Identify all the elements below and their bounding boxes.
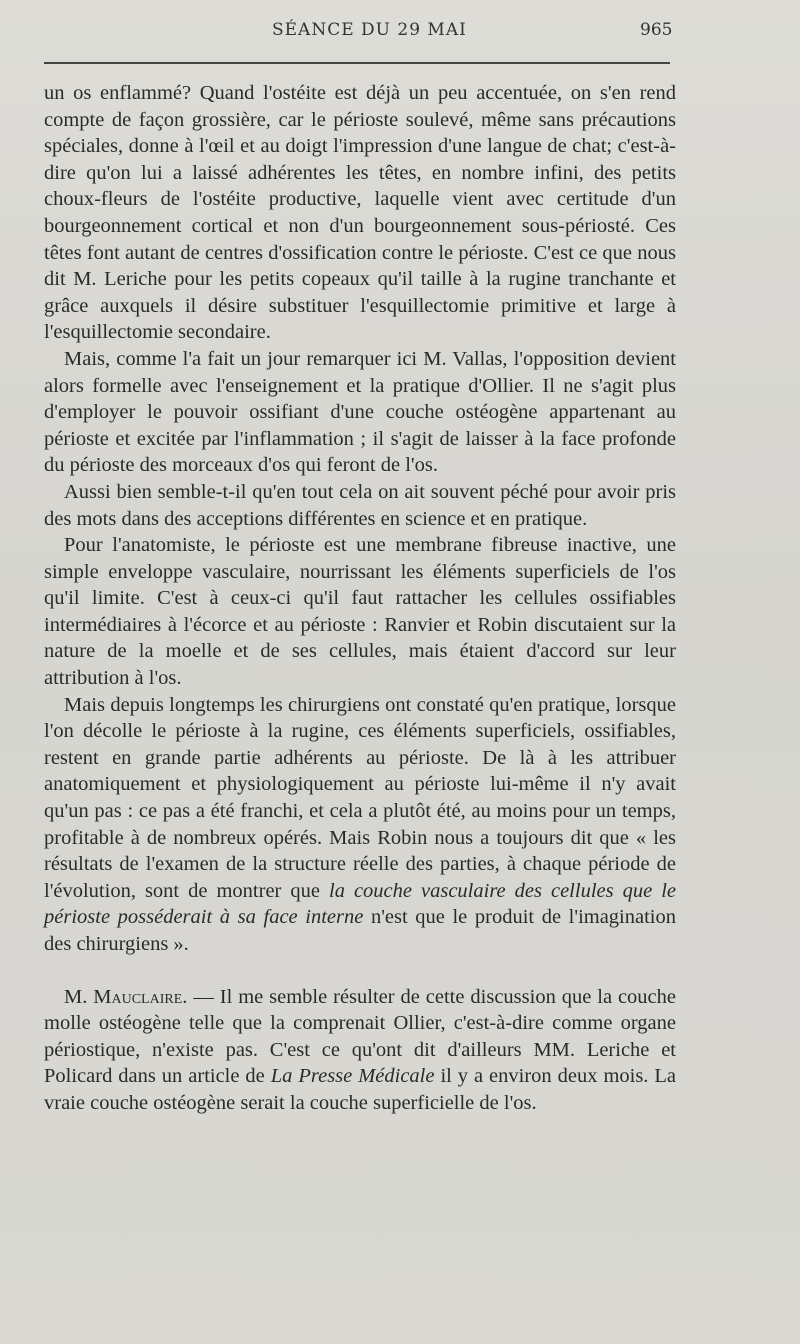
body-text <box>44 80 676 1117</box>
paragraph-5-text-before: Mais depuis longtemps les chirurgiens ont constaté qu'en pratique, lorsque l'on décolle le périoste à la rugine, ces éléments superficiels, ossifiables, restent en grande partie adhérents au périoste. De là à les attribuer anatomiquement et physiologiquement au périoste lui-même il n'y avait qu'un pas : ce pas a été franchi, et cela a plutôt été, au moins pour un temps, profitable à de nombreux opérés. Mais Robin nous a toujours dit que « les résultats de l'examen de la structure réelle des parties, à chaque période de l'évolution, sont de montrer que <box>44 693 676 902</box>
paragraph-5 <box>44 692 676 958</box>
journal-title: La Presse Médicale <box>270 1065 435 1088</box>
page-number: 965 <box>640 20 673 40</box>
paragraph-5-quote-italic: la couche vasculaire des cellules que le périoste posséderait à sa face interne <box>44 879 676 929</box>
header-rule <box>44 62 670 64</box>
speaker-text-2: il y a environ deux mois. La vraie couche ostéogène serait la couche superficielle de l'os. <box>44 1065 677 1114</box>
paragraph-4: Pour l'anatomiste, le périoste est une membrane fibreuse inactive, une simple enveloppe vasculaire, nourrissant les éléments superficiels de l'os qu'il limite. C'est à ceux-ci qu'il faut rattacher les cellules ossifiables intermédiaires à l'écorce et au périoste : Ranvier et Robin discutaient sur la nature de la moelle et de ses cellules, mais étaient d'accord sur leur attribution à l'os. <box>44 534 676 690</box>
running-title: SÉANCE DU 29 MAI <box>272 20 467 40</box>
paragraph-3: Aussi bien semble-t-il qu'en tout cela on ait souvent péché pour avoir pris des mots dans des acceptions différentes en science et en pratique. <box>44 480 676 530</box>
speaker-name: M. Mauclaire. <box>64 985 188 1008</box>
speaker-dash: — <box>187 985 220 1008</box>
paragraph-5-text-after: n'est que le produit de l'imagination des chirurgiens ». <box>44 906 676 955</box>
page-header <box>0 18 800 48</box>
speaker-paragraph <box>44 984 676 1117</box>
speaker-text-1: Il me semble résulter de cette discussion que la couche molle ostéogène telle que la comprenait Ollier, c'est-à-dire comme organe périostique, n'existe pas. C'est ce qu'ont dit d'ailleurs MM. Leriche et Policard dans un article de <box>44 985 677 1088</box>
paragraph-2: Mais, comme l'a fait un jour remarquer ici M. Vallas, l'opposition devient alors formelle avec l'enseignement et la pratique d'Ollier. Il ne s'agit plus d'employer le pouvoir ossifiant d'une couche ostéogène appartenant au périoste et excitée par l'inflammation ; il s'agit de laisser à la face profonde du périoste des morceaux d'os qui feront de l'os. <box>44 347 676 477</box>
paragraph-1: un os enflammé? Quand l'ostéite est déjà un peu accentuée, on s'en rend compte de façon grossière, car le périoste soulevé, même sans précautions spéciales, donne à l'œil et au doigt l'impression d'une langue de chat; c'est-à-dire qu'on lui a laissé adhérentes les têtes, en nombre infini, des petits choux-fleurs de l'ostéite productive, laquelle vient avec certitude d'un bourgeonnement cortical et non d'un bourgeonnement sous-périosté. Ces têtes font autant de centres d'ossification contre le périoste. C'est ce que nous dit M. Leriche pour les petits copeaux qu'il taille à la rugine tranchante et grâce auxquels il désire substituer l'esquillectomie primitive et large à l'esquillectomie secondaire. <box>44 82 676 344</box>
